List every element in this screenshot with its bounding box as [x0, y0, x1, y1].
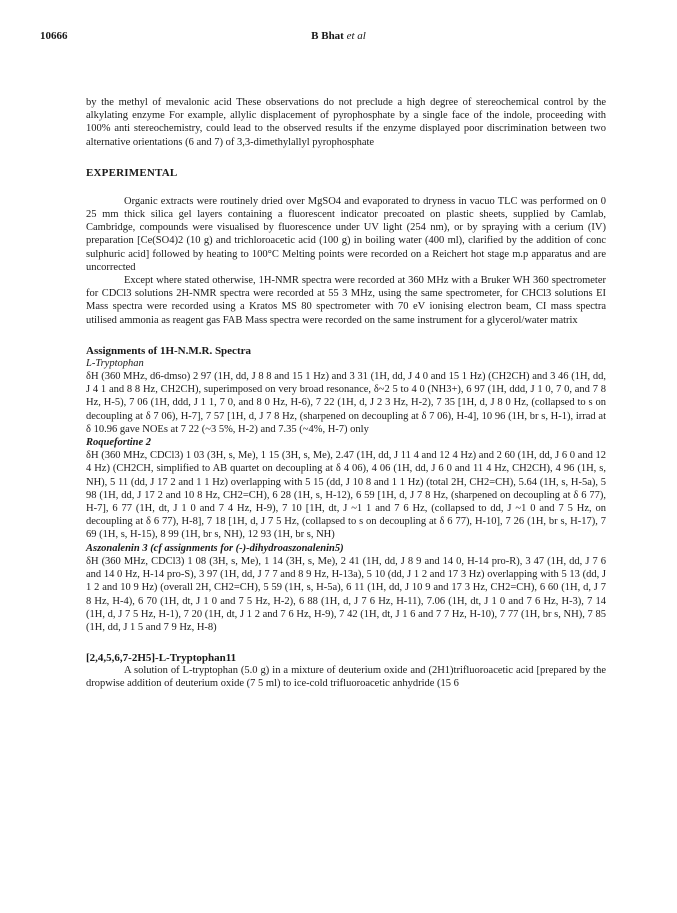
experimental-heading: EXPERIMENTAL — [86, 166, 178, 179]
assignments-heading: Assignments of 1H-N.M.R. Spectra — [86, 344, 251, 357]
running-head-etal: et al — [346, 30, 366, 42]
page-number: 10666 — [40, 30, 68, 42]
roquefortine-title: Roquefortine 2 — [86, 437, 152, 449]
aszonalenin-nmr: δH (360 MHz, CDCl3) 1 08 (3H, s, Me), 1 14 (3H, s, Me), 2 41 (1H, dd, J 8 9 and 14 0, H-14 pro-R), 3 47 (1H, dd, J 7 6 and 14 0 Hz, H-14 pro-S), 3 97 (1H, dd, J 7 7 and 8 9 Hz, H-13a), 5 10 (dd, J 1 2 and 17 3 Hz) overlapping with 5 13 (dd, J 1 2 and 10 9 Hz) (overall 2H, CH2=CH), 5 59 (1H, s, H-5a), 6 11 (1H, dd, J 10 9 and 17 3 Hz, CH2=CH), 6 60 (1H, d, J 7 8 Hz, H-4), 6 70 (1H, dt, J 1 0 and 7 5 Hz, H-2), 6 88 (1H, d, J 7 6 Hz, H-11), 7.06 (1H, dt, J 1 0 and 7 6 Hz, H-3), 7 14 (1H, d, J 7 5 Hz, H-1), 7 20 (1H, dt, J 1 2 and 7 6 Hz, H-9), 7 42 (1H, dt, J 1 6 and 7 7 Hz, H-10), 7 77 (1H, br s, NH), 7 85 (1H, dd, J 1 5 and 7 9 Hz, H-8) — [86, 555, 606, 633]
body-text — [86, 96, 606, 691]
intro-paragraph: by the methyl of mevalonic acid These observations do not preclude a high degree of stereochemical control by the alkylating enzyme For example, allylic displacement of pyrophosphate by a single face of the indole, proceeding with 100% anti stereochemistry, could lead to the observed results if the enzyme displayed poor discrimination between two alternative orientations (6 and 7) of 3,3-dimethylallyl pyrophosphate — [86, 97, 606, 148]
running-head-author: B Bhat — [311, 30, 344, 42]
labelled-tryptophan-text: A solution of L-tryptophan (5.0 g) in a mixture of deuterium oxide and (2H1)trifluoroacetic acid [prepared by the dropwise addition of deuterium oxide (7 5 ml) to ice-cold trifluoroacetic anhydride (15 6 — [86, 665, 606, 690]
roquefortine-nmr: δH (360 MHz, CDCl3) 1 03 (3H, s, Me), 1 15 (3H, s, Me), 2.47 (1H, dd, J 11 4 and 12 4 Hz) and 2 60 (1H, dd, J 6 0 and 12 4 Hz) (CH2CH, simplified to AB quartet on decoupling at δ 4 06), 4 06 (1H, dd, J 6 0 and 11 4 Hz, CH2CH), 4 96 (1H, s, NH), 5 11 (dd, J 17 2 and 1 1 Hz) overlapping with 5 15 (dd, J 10 8 and 1 1 Hz) (total 2H, CH2=CH), 5.64 (1H, s, H-5a), 5 98 (1H, dd, J 17 2 and 10 8 Hz, CH2=CH), 6 28 (1H, s, H-12), 6 59 [1H, d, J 7 8 Hz, (sharpened on decoupling at δ 6 77), H-7], 6 77 (1H, dt, J 1 0 and 7 4 Hz, H-9), 7 10 [1H, dt, J ~1 1 and 7 6 Hz, (collapsed to dd, J ~1 0 and 7 5 Hz, on decoupling at δ 6 77), H-8], 7 18 [1H, d, J 7 5 Hz, (collapsed to s on decoupling at δ 6 77), H-10], 7 26 (1H, br s, H-17), 7 69 (1H, s, H-15), 8 99 (1H, br s, NH), 12 93 (1H, br s, NH) — [86, 450, 606, 541]
running-head — [40, 30, 637, 42]
aszonalenin-title: Aszonalenin 3 (cf assignments for (-)-dihydroaszonalenin5) — [86, 542, 344, 554]
labelled-tryptophan-heading: [2,4,5,6,7-2H5]-L-Tryptophan11 — [86, 652, 237, 665]
experimental-paragraph-2: Except where stated otherwise, 1H-NMR spectra were recorded at 360 MHz with a Bruker WH 360 spectrometer for CDCl3 solutions 2H-NMR spectra were recorded at 55 3 MHz, using the same spectrometer, for CHCl3 solutions EI Mass spectra were recorded using a Kratos MS 80 spectrometer with 70 eV ionising electron beam, CI mass spectra utilised ammonia as reagent gas FAB Mass spectra were recorded on the same instrument for a glycerol/water matrix — [86, 275, 606, 326]
page-header — [40, 30, 637, 46]
tryptophan-title: L-Tryptophan — [86, 357, 144, 369]
tryptophan-nmr: δH (360 MHz, d6-dmso) 2 97 (1H, dd, J 8 8 and 15 1 Hz) and 3 31 (1H, dd, J 4 0 and 15 1 Hz) (CH2CH) and 3 46 (1H, dd, J 4 1 and 8 8 Hz, CH2CH), superimposed on very broad resonance, δ~2 5 to 4 0 (NH3+), 6 97 (1H, ddd, J 1 0, 7 0, and 7 8 Hz, H-5), 7 06 (1H, ddd, J 1 1, 7 0, and 8 0 Hz, H-6), 7 22 (1H, d, J 2 3 Hz, H-2), 7 35 [1H, d, J 8 0 Hz, (collapsed to s on decoupling at δ 7 06), H-7], 7 57 [1H, d, J 7 8 Hz, (sharpened on decoupling at δ 7 06), H-4], 10 96 (1H, br s, H-1), irrad at δ 10.96 gave NOEs at 7 22 (~3 5%, H-2) and 7.35 (~4%, H-7) only — [86, 371, 606, 435]
experimental-paragraph-1: Organic extracts were routinely dried over MgSO4 and evaporated to dryness in vacuo TLC was performed on 0 25 mm thick silica gel layers containing a fluorescent indicator precoated on plastic sheets, supplied by Camlab, Cambridge, compounds were visualised by fluorescence under UV light (254 nm), or by spraying with a cerium (IV) preparation [Ce(SO4)2 (10 g) and trichloroacetic acid (100 g) in boiling water (400 ml), clarified by the addition of conc sulphuric acid] followed by heating to 100°C Melting points were recorded on a Reichert hot stage m.p apparatus and are uncorrected — [86, 195, 606, 273]
